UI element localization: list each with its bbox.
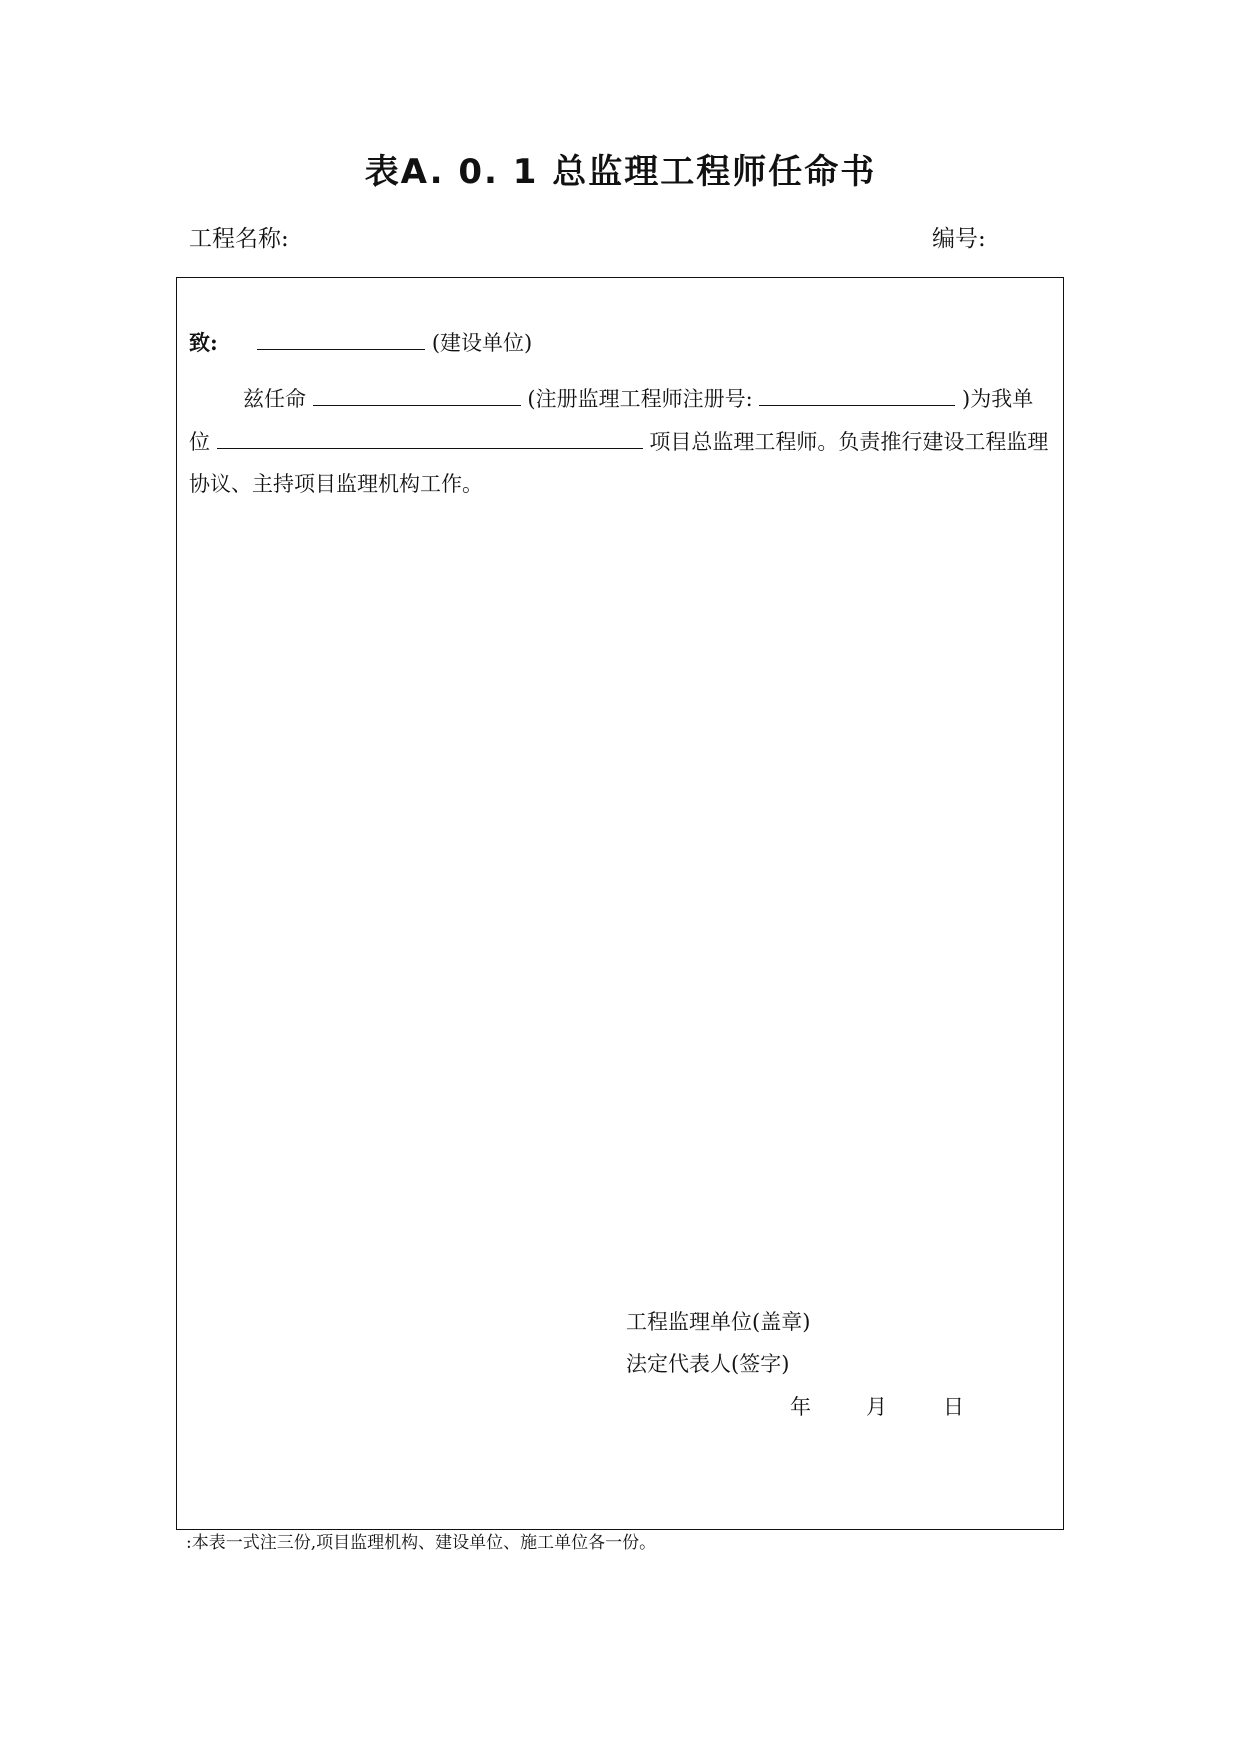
legal-rep-label: 法定代表人(签字) bbox=[626, 1352, 790, 1376]
footer-note: :本表一式注三份,项目监理机构、建设单位、施工单位各一份。 bbox=[186, 1533, 657, 1553]
appointment-line bbox=[243, 383, 1033, 414]
to-prefix: 致: bbox=[189, 330, 218, 355]
registration-label: (注册监理工程师注册号: bbox=[527, 387, 753, 411]
project-name-blank[interactable] bbox=[217, 426, 643, 449]
unit-suffix: 项目总监理工程师。负责推行建设工程监理 bbox=[649, 430, 1049, 454]
year-label: 年 bbox=[790, 1395, 811, 1419]
supervision-org-label: 工程监理单位(盖章) bbox=[626, 1310, 811, 1334]
registration-number-blank[interactable] bbox=[759, 383, 955, 406]
project-line bbox=[189, 426, 1048, 457]
form-number-label: 编号: bbox=[932, 226, 986, 252]
project-name-label: 工程名称: bbox=[189, 226, 289, 252]
registration-suffix: )为我单 bbox=[962, 387, 1034, 411]
client-unit-blank[interactable] bbox=[257, 327, 425, 350]
addressee-line bbox=[189, 327, 532, 358]
month-label: 月 bbox=[866, 1395, 887, 1419]
appoint-prefix: 兹任命 bbox=[243, 387, 306, 411]
engineer-name-blank[interactable] bbox=[313, 383, 521, 406]
client-unit-suffix: (建设单位) bbox=[431, 331, 533, 355]
duty-line: 协议、主持项目监理机构工作。 bbox=[189, 472, 483, 496]
day-label: 日 bbox=[943, 1395, 964, 1419]
unit-prefix: 位 bbox=[189, 430, 210, 454]
form-title: 表A. 0. 1 总监理工程师任命书 bbox=[364, 152, 877, 192]
form-frame bbox=[176, 277, 1064, 1530]
